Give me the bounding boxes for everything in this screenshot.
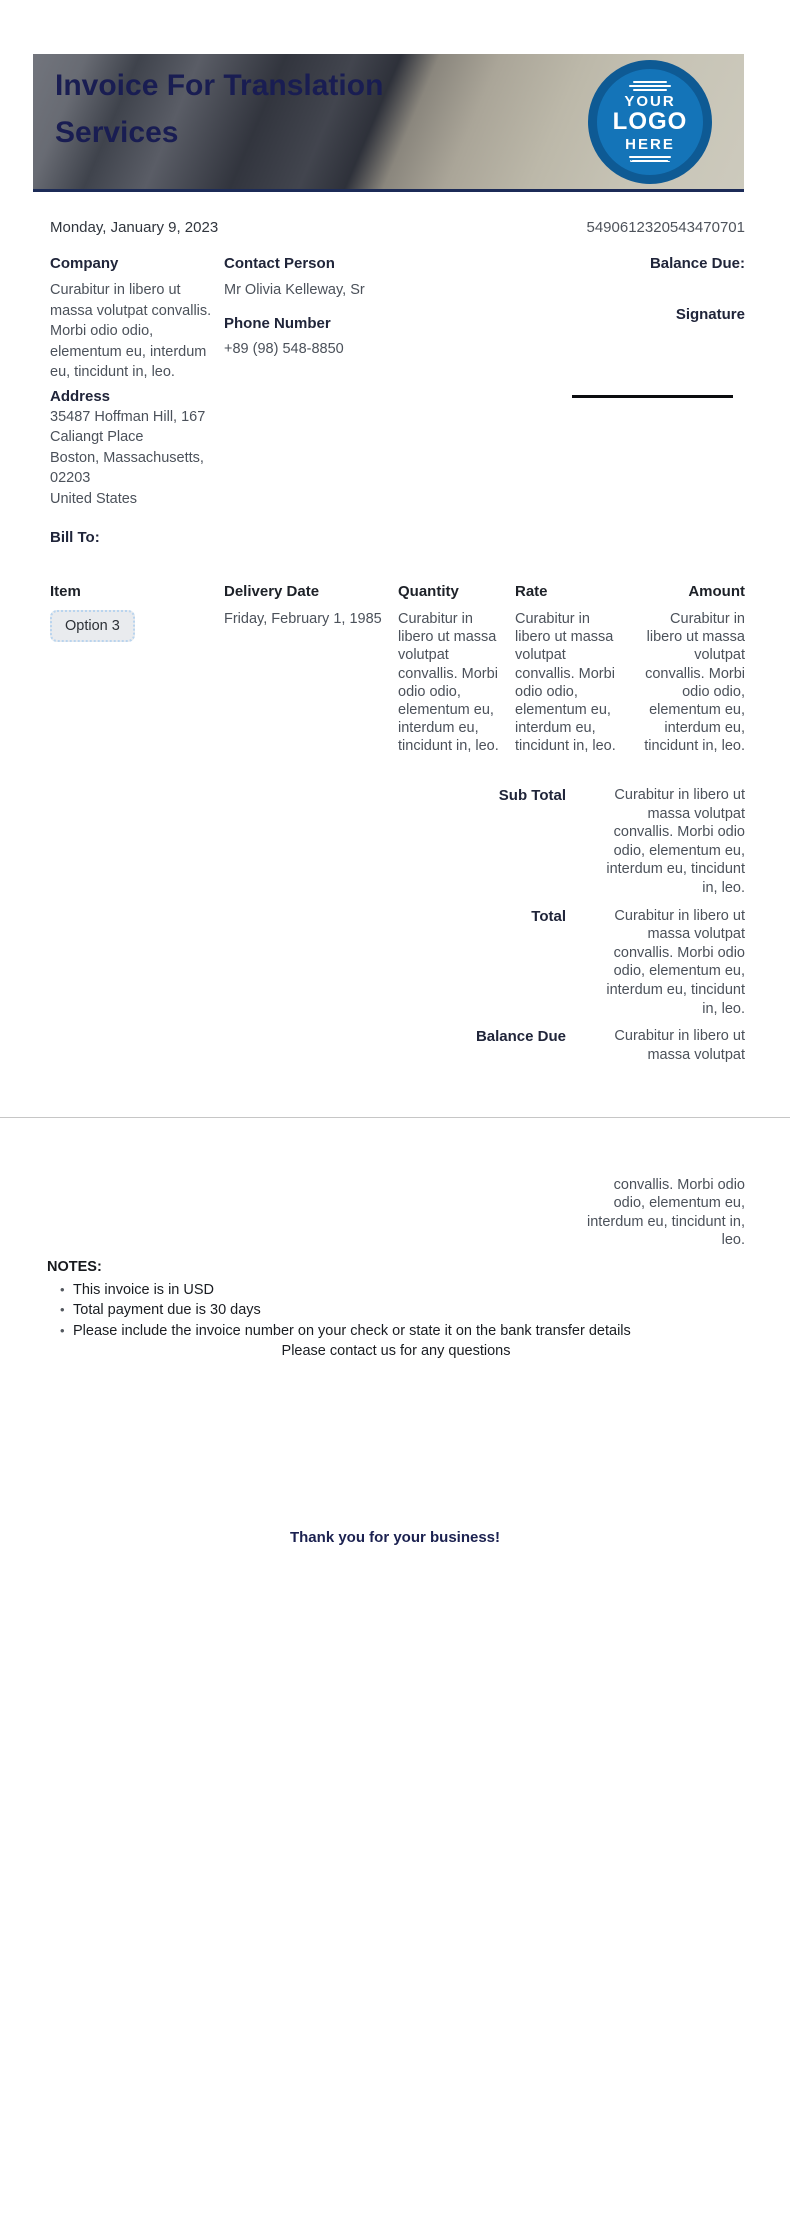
contact-person-label: Contact Person bbox=[224, 255, 335, 272]
signature-line bbox=[572, 395, 733, 398]
logo-text-logo: LOGO bbox=[612, 108, 688, 135]
totals-section bbox=[50, 786, 745, 1073]
page-title: Invoice For Translation Services bbox=[55, 69, 384, 149]
rate-cell: Curabitur in libero ut massa volutpat convallis. Morbi odio odio, elementum eu, interdum eu, tincidunt in, leo. bbox=[515, 611, 616, 755]
header-banner bbox=[33, 54, 744, 192]
balance-due-total-label: Balance Due bbox=[475, 1028, 566, 1046]
quantity-cell: Curabitur in libero ut massa volutpat convallis. Morbi odio odio, elementum eu, interdum eu, tincidunt in, leo. bbox=[398, 611, 499, 755]
logo-text-here: HERE bbox=[625, 136, 675, 153]
balance-signature-column bbox=[525, 253, 745, 398]
contact-us-line: Please contact us for any questions bbox=[281, 1342, 511, 1359]
parties-section bbox=[50, 253, 745, 553]
company-column bbox=[50, 253, 220, 548]
phone-number-label: Phone Number bbox=[224, 314, 331, 332]
contact-person-name: Mr Olivia Kelleway, Sr bbox=[224, 282, 365, 298]
company-label: Company bbox=[50, 255, 119, 272]
signature-label: Signature bbox=[675, 306, 745, 323]
address-line: United States bbox=[50, 490, 138, 507]
address-label: Address bbox=[50, 387, 111, 405]
company-logo bbox=[588, 60, 712, 184]
column-header-amount: Amount bbox=[688, 583, 745, 600]
logo-rule-top-icon bbox=[629, 81, 671, 91]
delivery-date-cell: Friday, February 1, 1985 bbox=[224, 611, 382, 627]
amount-cell: Curabitur in libero ut massa volutpat convallis. Morbi odio odio, elementum eu, interdum eu, tincidunt in, leo. bbox=[644, 611, 745, 755]
column-header-item: Item bbox=[50, 583, 81, 600]
contact-column bbox=[224, 253, 424, 359]
total-row bbox=[50, 907, 745, 1019]
notes-list bbox=[47, 1280, 745, 1341]
address-line: Boston, Massachusetts, 02203 bbox=[50, 449, 204, 486]
meta-row bbox=[50, 219, 745, 236]
total-label: Total bbox=[531, 907, 566, 925]
list-item: • Total payment due is 30 days bbox=[47, 1300, 745, 1320]
balance-due-total-value: Curabitur in libero ut massa volutpat bbox=[614, 1028, 745, 1063]
company-text: Curabitur in libero ut massa volutpat convallis. Morbi odio odio, elementum eu, interdum eu, tincidunt in, leo. bbox=[50, 282, 212, 380]
subtotal-value: Curabitur in libero ut massa volutpat convallis. Morbi odio odio, elementum eu, interdum eu, tincidunt in, leo. bbox=[606, 787, 745, 896]
list-item: • Please include the invoice number on your check or state it on the bank transfer details bbox=[47, 1321, 745, 1341]
invoice-number: 5490612320543470701 bbox=[586, 219, 745, 236]
balance-due-continuation: convallis. Morbi odio odio, elementum eu, interdum eu, tincidunt in, leo. bbox=[587, 1177, 745, 1249]
column-header-delivery-date: Delivery Date bbox=[224, 583, 320, 600]
balance-due-row bbox=[50, 1027, 745, 1064]
subtotal-row bbox=[50, 786, 745, 898]
invoice-date: Monday, January 9, 2023 bbox=[50, 219, 219, 236]
thank-you-message: Thank you for your business! bbox=[289, 1529, 501, 1546]
list-item: • This invoice is in USD bbox=[47, 1280, 745, 1300]
page-break-divider bbox=[0, 1117, 790, 1118]
column-header-rate: Rate bbox=[515, 583, 548, 600]
balance-due-label: Balance Due: bbox=[649, 255, 745, 272]
phone-number-value: +89 (98) 548-8850 bbox=[224, 340, 344, 357]
address-line: 35487 Hoffman Hill, 167 Caliangt Place bbox=[50, 408, 206, 445]
item-option-badge[interactable]: Option 3 bbox=[50, 610, 135, 642]
bill-to-label: Bill To: bbox=[50, 529, 100, 546]
total-value: Curabitur in libero ut massa volutpat convallis. Morbi odio odio, elementum eu, interdum eu, tincidunt in, leo. bbox=[606, 907, 745, 1017]
logo-rule-bottom-icon bbox=[629, 156, 671, 162]
subtotal-label: Sub Total bbox=[498, 787, 566, 804]
table-row bbox=[50, 602, 745, 756]
notes-section bbox=[47, 1259, 745, 1361]
logo-text-your: YOUR bbox=[624, 93, 676, 110]
item-cell bbox=[50, 610, 224, 756]
items-header-row bbox=[50, 581, 745, 602]
items-table bbox=[50, 581, 745, 756]
notes-heading: NOTES: bbox=[47, 1259, 102, 1275]
column-header-quantity: Quantity bbox=[398, 583, 459, 600]
